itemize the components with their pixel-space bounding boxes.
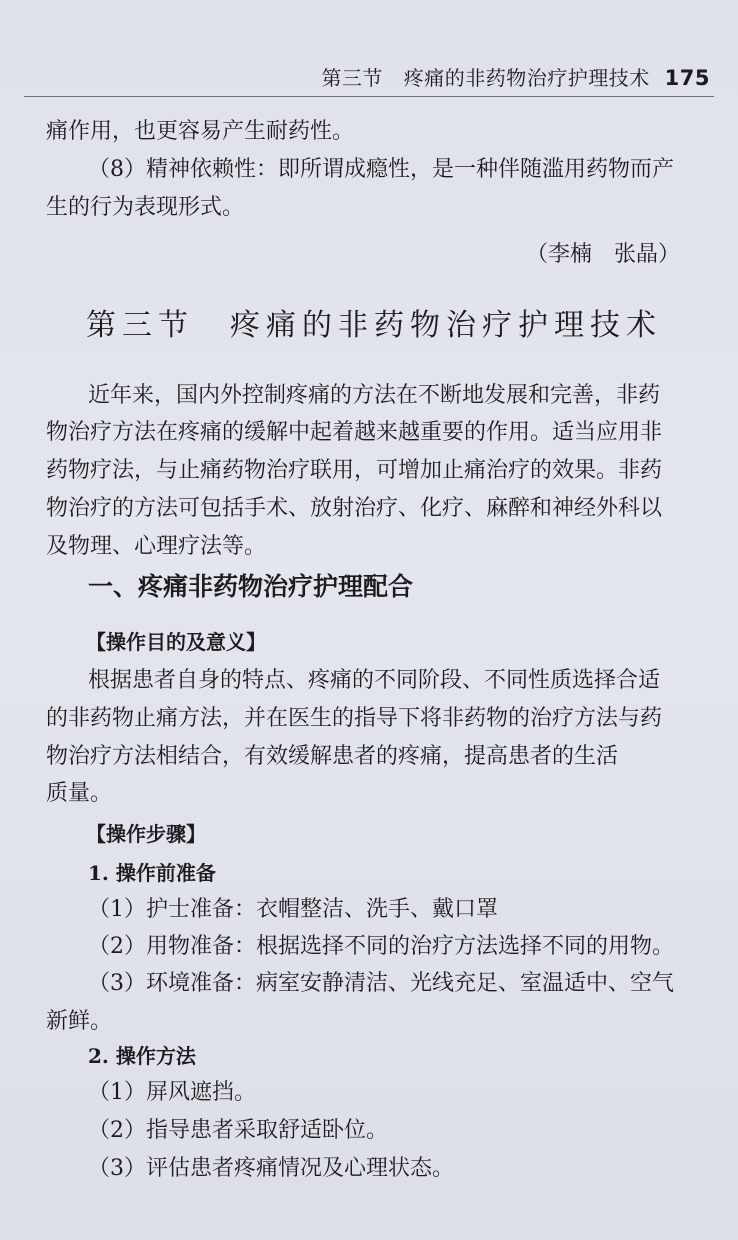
paragraph-line: 质量。 xyxy=(46,781,113,806)
step-item: 新鲜。 xyxy=(46,1009,113,1034)
section-title: 第三节 疼痛的非药物治疗护理技术 xyxy=(86,308,662,343)
step-item: （3）评估患者疼痛情况及心理状态。 xyxy=(88,1156,454,1181)
purpose-heading: 【操作目的及意义】 xyxy=(86,630,266,654)
author-credit: （李楠 张晶） xyxy=(525,242,680,267)
paragraph-line: 物治疗的方法可包括手术、放射治疗、化疗、麻醉和神经外科以 xyxy=(46,496,663,521)
paragraph-line: 根据患者自身的特点、疼痛的不同阶段、不同性质选择合适 xyxy=(88,668,661,693)
running-head-title: 疼痛的非药物治疗护理技术 xyxy=(403,66,650,90)
step-item: （1）屏风遮挡。 xyxy=(88,1080,256,1105)
step-item: （3）环境准备：病室安静清洁、光线充足、室温适中、空气 xyxy=(88,971,674,996)
page-number: 175 xyxy=(664,66,710,90)
steps-heading: 【操作步骤】 xyxy=(86,822,206,846)
running-head-section: 第三节 xyxy=(321,66,383,90)
paragraph-line: 物治疗方法在疼痛的缓解中起着越来越重要的作用。适当应用非 xyxy=(46,420,663,445)
paragraph-line: 药物疗法，与止痛药物治疗联用，可增加止痛治疗的效果。非药 xyxy=(46,458,663,483)
paragraph-line: 及物理、心理疗法等。 xyxy=(46,534,267,559)
header-rule xyxy=(24,96,714,97)
text-line: 生的行为表现形式。 xyxy=(46,195,245,220)
paragraph-line: 的非药物止痛方法，并在医生的指导下将非药物的治疗方法与药 xyxy=(46,706,663,731)
heading-level-1: 一、疼痛非药物治疗护理配合 xyxy=(88,572,414,601)
step-item: （1）护士准备：衣帽整洁、洗手、戴口罩 xyxy=(88,897,498,922)
step-item: （2）指导患者采取舒适卧位。 xyxy=(88,1118,388,1143)
text-line: 痛作用，也更容易产生耐药性。 xyxy=(46,119,355,144)
step-item: （2）用物准备：根据选择不同的治疗方法选择不同的用物。 xyxy=(88,934,674,959)
text-line: （8）精神依赖性：即所谓成瘾性，是一种伴随滥用药物而产 xyxy=(88,157,674,182)
step2-heading: 2. 操作方法 xyxy=(88,1044,196,1068)
paragraph-line: 物治疗方法相结合，有效缓解患者的疼痛，提高患者的生活 xyxy=(46,744,619,769)
running-head xyxy=(321,62,710,91)
paragraph-line: 近年来，国内外控制疼痛的方法在不断地发展和完善，非药 xyxy=(88,383,661,408)
step1-heading: 1. 操作前准备 xyxy=(88,861,216,885)
